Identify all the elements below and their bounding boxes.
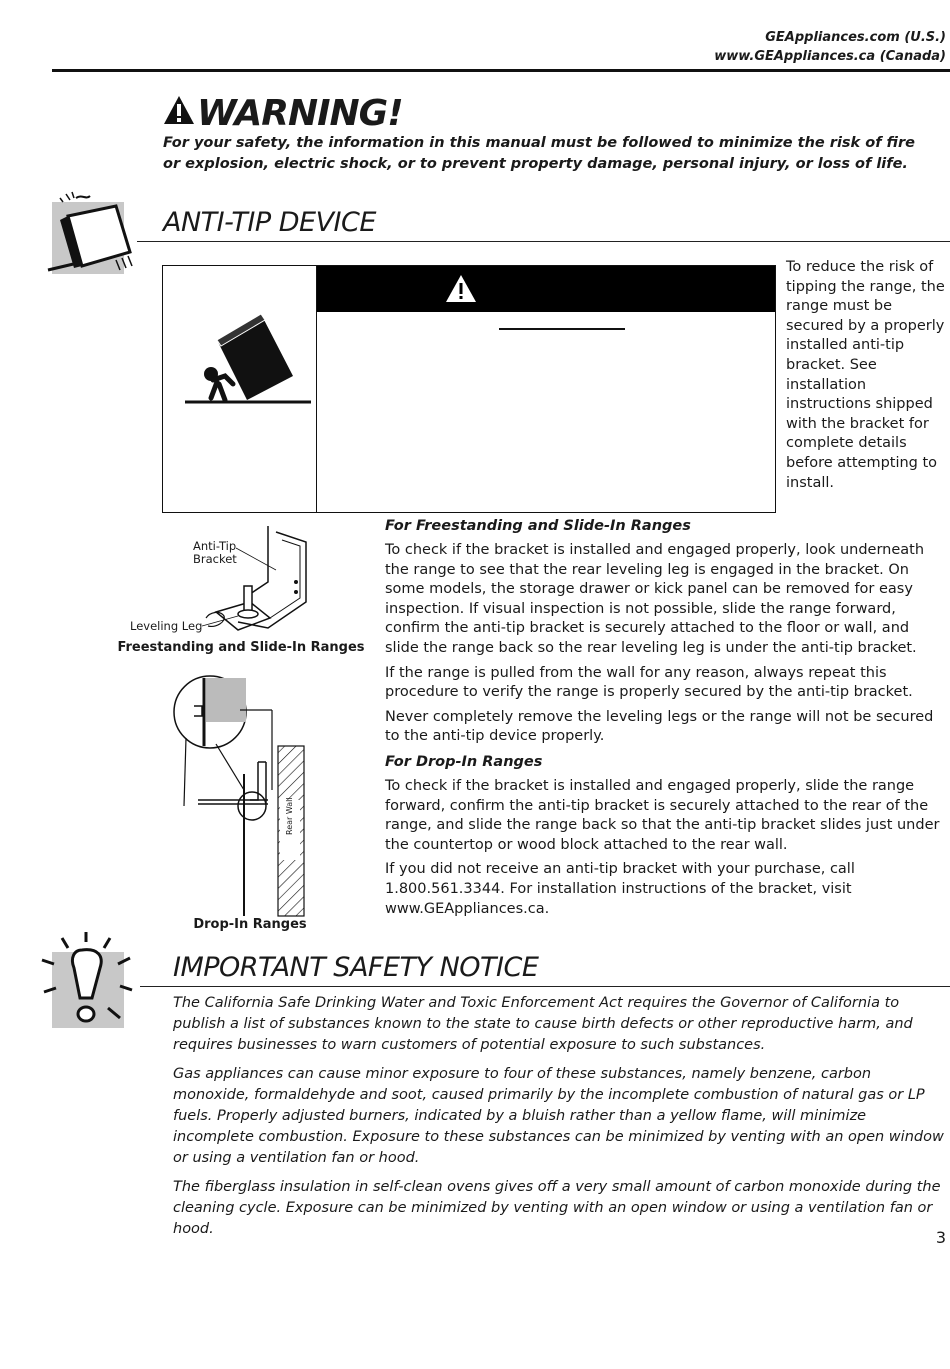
header-website-ca: www.GEAppliances.ca (Canada)	[714, 49, 946, 64]
safety-p1: The California Safe Drinking Water and Toxic Enforcement Act requires the Governor of California to publish a list of substances known to the state to cause birth defects or other reproductive harm, and requires businesses to warn customers of potential exposure to such substances.	[173, 995, 913, 1053]
header-rule	[52, 69, 950, 72]
anti-tip-side-note: To reduce the risk of tipping the range, the range must be secured by a properly installed anti-tip bracket. See installation instructions shipped with the bracket for complete details before attempting to install.	[786, 259, 945, 491]
page-number: 3	[935, 1228, 946, 1247]
safety-notice-rule	[140, 986, 950, 987]
label-anti-tip-bracket: Anti-Tip Bracket	[193, 539, 237, 566]
exclamation-burst-icon	[38, 928, 138, 1030]
warning-subtitle: For your safety, the information in this manual must be followed to minimize the risk of fire or explosion, electric shock, or to prevent property damage, personal injury, or loss of life.	[163, 135, 915, 172]
warning-title	[163, 92, 403, 136]
warning-title-text: WARNING!	[197, 93, 403, 134]
safety-notice-body	[173, 993, 947, 1240]
header-website-us: GEAppliances.com (U.S.)	[765, 30, 946, 45]
freestanding-heading: For Freestanding and Slide-In Ranges	[385, 518, 691, 534]
anti-tip-warning-box	[162, 265, 776, 513]
caption-freestanding: Freestanding and Slide-In Ranges	[117, 640, 365, 655]
anti-tip-title: ANTI-TIP DEVICE	[163, 207, 376, 238]
label-leveling-leg: Leveling Leg	[130, 619, 203, 633]
anti-tip-instructions	[385, 516, 947, 919]
tipping-range-icon	[46, 190, 138, 274]
warning-triangle-icon	[163, 95, 195, 125]
freestanding-p3: Never completely remove the leveling legs or the range will not be secured to the anti-tip device properly.	[385, 708, 934, 745]
safety-p3: The fiberglass insulation in self-clean ovens gives off a very small amount of carbon monoxide during the cleaning cycle. Exposure can be minimized by venting with an open window or using a ventilation fan or hood.	[173, 1179, 941, 1237]
label-rear-wall: Rear Wall	[285, 797, 294, 835]
warning-box-header	[317, 266, 775, 312]
child-tipping-range-icon	[181, 310, 315, 406]
anti-tip-rule	[137, 241, 950, 242]
warning-box-underline	[499, 328, 625, 330]
dropin-heading: For Drop-In Ranges	[385, 753, 543, 770]
safety-p2: Gas appliances can cause minor exposure to four of these substances, namely benzene, carbon monoxide, formaldehyde and soot, caused primarily by the incomplete combustion of natural gas or LP fuels. Properly adjusted burners, indicated by a bluish rather than a yellow flame, will minimize incomplete combustion. Exposure to these substances can be minimized by venting with an open window or using a ventilation fan or hood.	[173, 1066, 944, 1166]
warning-triangle-icon	[445, 274, 477, 303]
freestanding-p1: To check if the bracket is installed and engaged properly, look underneath the range to see that the rear leveling leg is engaged in the bracket. On some models, the storage drawer or kick panel can be removed for easy inspection. If visual inspection is not possible, slide the range forward, confirm the anti-tip bracket is securely attached to the floor or wall, and slide the range back so the rear leveling leg is under the anti-tip bracket.	[385, 542, 925, 656]
dropin-p2: If you did not receive an anti-tip bracket with your purchase, call 1.800.561.3344. For installation instructions of the bracket, visit www.GEAppliances.ca.	[385, 861, 855, 917]
caption-dropin: Drop-In Ranges	[193, 917, 307, 932]
dropin-bracket-diagram	[168, 670, 313, 920]
safety-notice-title: IMPORTANT SAFETY NOTICE	[173, 952, 539, 983]
freestanding-p2: If the range is pulled from the wall for any reason, always repeat this procedure to verify the range is properly secured by the anti-tip bracket.	[385, 664, 913, 701]
dropin-p1: To check if the bracket is installed and engaged properly, slide the range forward, confirm the anti-tip bracket is securely attached to the rear of the range, and slide the range back so that the anti-tip bracket slides just under the countertop or wood block attached to the rear wall.	[385, 777, 940, 853]
